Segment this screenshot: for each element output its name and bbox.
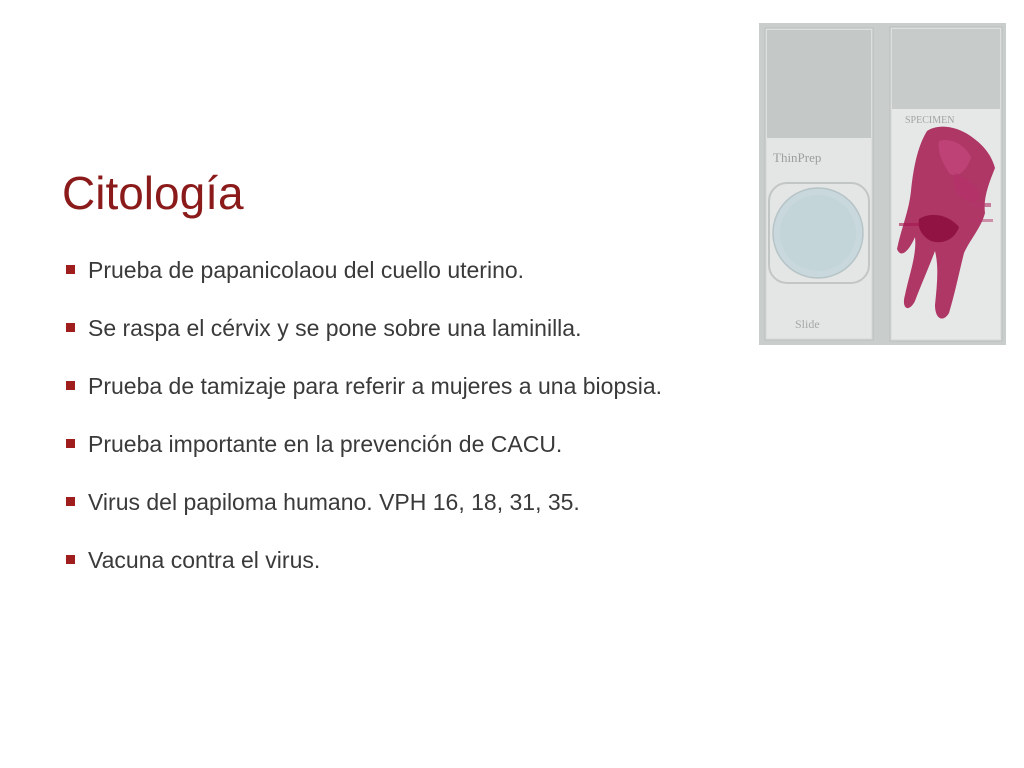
- specimen-slide: [890, 27, 1002, 341]
- square-bullet-icon: [66, 555, 75, 564]
- square-bullet-icon: [66, 439, 75, 448]
- bullet-list: [64, 254, 764, 602]
- bullet-item: [64, 370, 764, 402]
- bullet-item: [64, 312, 764, 344]
- slide-label: Slide: [795, 317, 820, 331]
- bullet-text: Virus del papiloma humano. VPH 16, 18, 31, 35.: [88, 489, 580, 515]
- thinprep-label: ThinPrep: [773, 150, 822, 165]
- square-bullet-icon: [66, 265, 75, 274]
- bullet-item: [64, 486, 764, 518]
- specimen-label: SPECIMEN: [905, 115, 955, 126]
- bullet-text: Prueba importante en la prevención de CACU.: [88, 431, 563, 457]
- slide-title: Citología: [62, 167, 244, 219]
- square-bullet-icon: [66, 323, 75, 332]
- bullet-item: [64, 428, 764, 460]
- microscope-slides-illustration: [759, 23, 1006, 345]
- bullet-item: [64, 254, 764, 286]
- square-bullet-icon: [66, 497, 75, 506]
- square-bullet-icon: [66, 381, 75, 390]
- microscope-slides-photo: [759, 23, 1006, 345]
- bullet-text: Prueba de tamizaje para referir a mujeres a una biopsia.: [88, 373, 663, 399]
- bullet-item: [64, 544, 764, 576]
- thinprep-slide: [765, 28, 873, 340]
- bullet-text: Vacuna contra el virus.: [88, 547, 321, 573]
- bullet-text: Se raspa el cérvix y se pone sobre una laminilla.: [88, 315, 582, 341]
- bullet-text: Prueba de papanicolaou del cuello uterino.: [88, 257, 525, 283]
